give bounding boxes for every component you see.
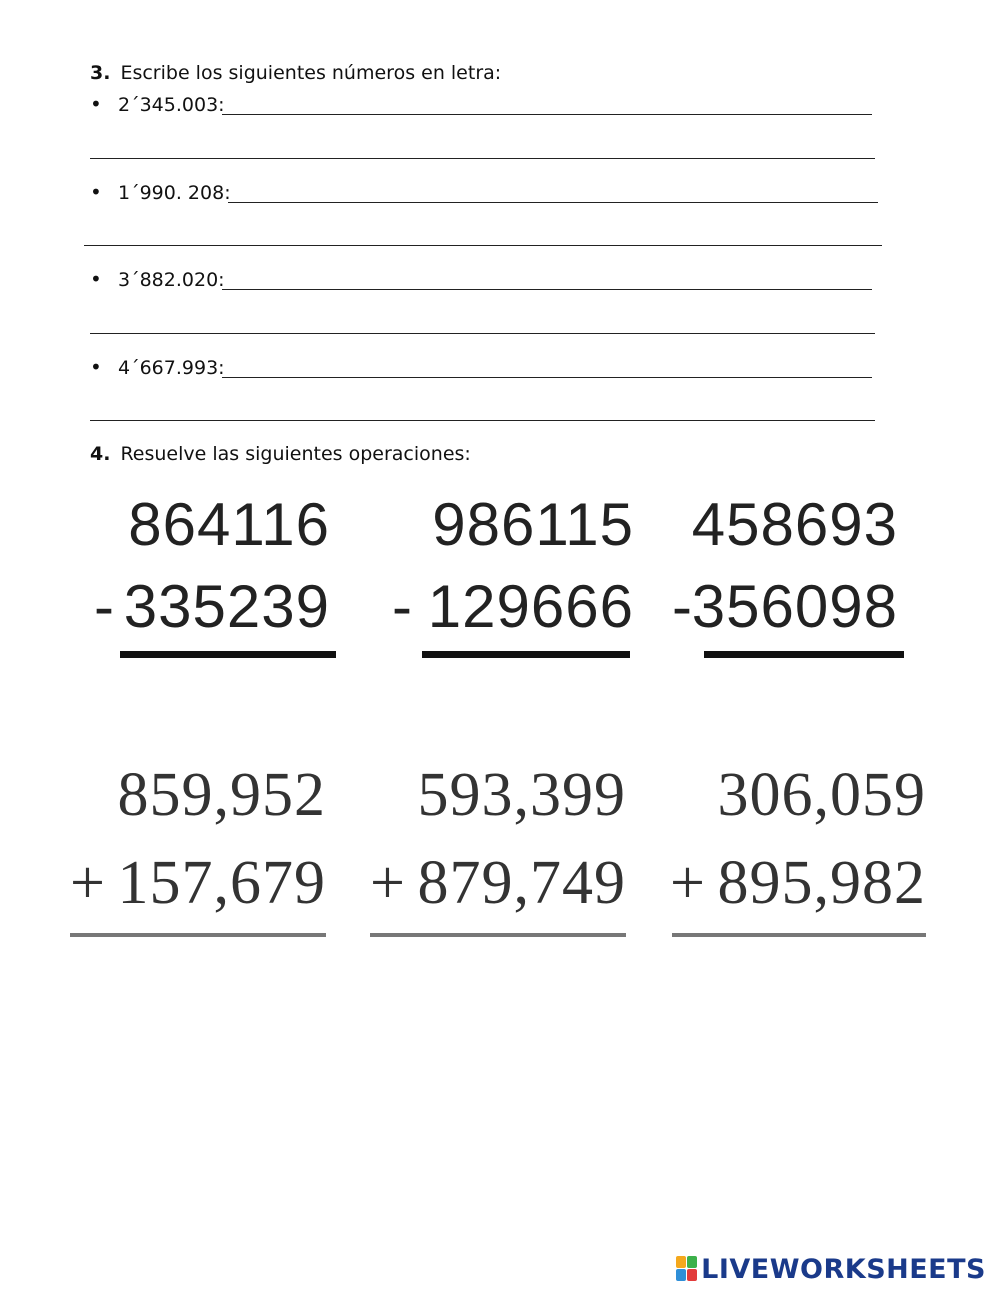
- question-3-text: Escribe los siguientes números en letra:: [120, 62, 502, 84]
- bullet-icon: •: [90, 267, 102, 291]
- result-line[interactable]: [422, 651, 630, 658]
- answer-line[interactable]: [90, 333, 875, 334]
- addend-top: 593,399: [417, 761, 626, 829]
- plus-sign: +: [70, 849, 105, 917]
- subtraction-problem-2: [388, 490, 648, 660]
- number-item-4: [90, 357, 880, 383]
- subtrahend: 335239: [123, 573, 330, 640]
- question-3-number: 3.: [90, 62, 111, 84]
- question-3-title: [90, 62, 501, 84]
- answer-line[interactable]: [222, 289, 872, 290]
- result-line[interactable]: [704, 651, 904, 658]
- answer-line[interactable]: [222, 377, 872, 378]
- number-item-1: [90, 94, 880, 120]
- bullet-icon: •: [90, 355, 102, 379]
- result-line[interactable]: [120, 651, 336, 658]
- minus-sign: -: [94, 573, 114, 640]
- result-line[interactable]: [370, 933, 626, 937]
- number-label: 1´990. 208:: [118, 182, 231, 204]
- number-label: 4´667.993:: [118, 357, 225, 379]
- minuend: 458693: [691, 491, 898, 558]
- brand-name: LIVEWORKSHEETS: [701, 1253, 986, 1285]
- addend-top: 859,952: [117, 761, 326, 829]
- addition-problem-3: [666, 760, 926, 930]
- plus-sign: +: [670, 849, 705, 917]
- subtrahend: 356098: [691, 573, 898, 640]
- minuend: 864116: [128, 491, 330, 558]
- bullet-icon: •: [90, 180, 102, 204]
- liveworksheets-logo: [676, 1252, 986, 1286]
- subtraction-problem-1: [88, 490, 348, 660]
- addend-bottom: 895,982: [717, 849, 926, 917]
- minus-sign: -: [392, 573, 412, 640]
- minus-sign: -: [672, 573, 692, 640]
- plus-sign: +: [370, 849, 405, 917]
- result-line[interactable]: [672, 933, 926, 937]
- liveworksheets-logo-icon: [676, 1256, 698, 1282]
- question-4-title: [90, 443, 471, 465]
- answer-line[interactable]: [84, 245, 882, 246]
- bullet-icon: •: [90, 92, 102, 116]
- number-item-3: [90, 269, 880, 295]
- answer-line[interactable]: [228, 202, 878, 203]
- number-label: 2´345.003:: [118, 94, 225, 116]
- addend-top: 306,059: [717, 761, 926, 829]
- addition-problem-1: [66, 760, 326, 930]
- minuend: 986115: [432, 491, 634, 558]
- number-item-2: [90, 182, 880, 208]
- answer-line[interactable]: [90, 158, 875, 159]
- subtrahend: 129666: [427, 573, 634, 640]
- result-line[interactable]: [70, 933, 326, 937]
- addend-bottom: 879,749: [417, 849, 626, 917]
- question-4-number: 4.: [90, 443, 111, 465]
- number-label: 3´882.020:: [118, 269, 225, 291]
- question-4-text: Resuelve las siguientes operaciones:: [120, 443, 471, 465]
- answer-line[interactable]: [90, 420, 875, 421]
- subtraction-problem-3: [668, 490, 928, 660]
- answer-line[interactable]: [222, 114, 872, 115]
- addend-bottom: 157,679: [117, 849, 326, 917]
- addition-problem-2: [366, 760, 626, 930]
